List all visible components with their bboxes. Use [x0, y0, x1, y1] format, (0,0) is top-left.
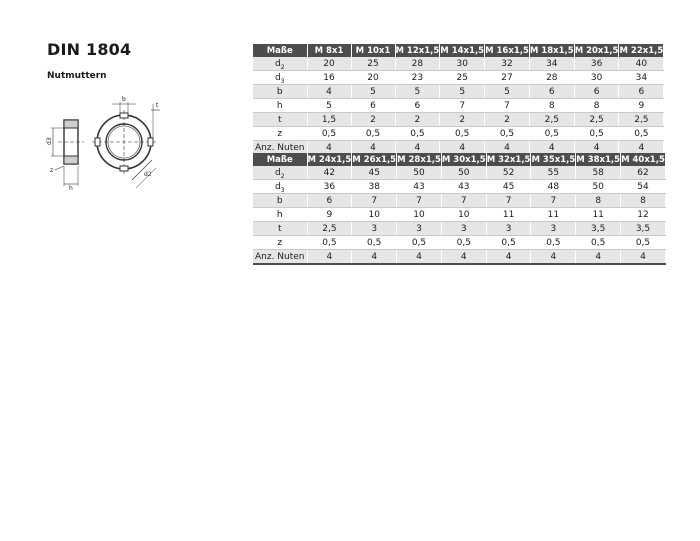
table-cell: 0,5 — [307, 236, 352, 250]
table-cell: 3 — [531, 222, 576, 236]
table-cell: 5 — [485, 85, 530, 99]
table-row — [253, 113, 664, 127]
table-cell: 2,5 — [529, 113, 574, 127]
header-thread-size: M 22x1,5 — [619, 45, 664, 56]
table-cell: 7 — [531, 194, 576, 208]
row-label: h — [253, 99, 307, 113]
dim-label-h: h — [69, 185, 73, 192]
table-row — [253, 222, 665, 236]
table-cell: 62 — [621, 166, 666, 180]
table-cell: 28 — [529, 71, 574, 85]
table-cell: 16 — [307, 71, 351, 85]
table-cell: 36 — [307, 180, 352, 194]
table-cell: 58 — [576, 166, 621, 180]
row-label: t — [253, 113, 307, 127]
header-thread-size: M 35x1,5 — [531, 154, 576, 165]
table-cell: 10 — [397, 208, 442, 222]
table-cell: 2 — [395, 113, 440, 127]
table-cell: 32 — [485, 57, 530, 71]
header-thread-size: M 20x1,5 — [574, 45, 619, 56]
table-cell: 3 — [486, 222, 531, 236]
header-thread-size: M 40x1,5 — [621, 154, 665, 165]
table-cell: 3 — [352, 222, 397, 236]
table-cell: 4 — [307, 250, 352, 265]
table-cell: 0,5 — [619, 127, 664, 141]
table-cell: 8 — [574, 99, 619, 113]
dimension-table-1 — [253, 44, 664, 156]
header-label: Maße — [253, 153, 307, 166]
table-cell: 9 — [307, 208, 352, 222]
table-cell: 45 — [352, 166, 397, 180]
table-cell: 2 — [351, 113, 395, 127]
table-cell: 34 — [619, 71, 664, 85]
header-thread-size: M 26x1,5 — [352, 154, 397, 165]
table-cell: 42 — [307, 166, 352, 180]
table-cell: 34 — [529, 57, 574, 71]
table-cell: 11 — [531, 208, 576, 222]
table-cell: 9 — [619, 99, 664, 113]
table-cell: 4 — [307, 141, 351, 156]
table-row — [253, 57, 664, 71]
table-cell: 4 — [619, 141, 664, 156]
table-cell: 23 — [395, 71, 440, 85]
table-cell: 4 — [441, 250, 486, 265]
table-row — [253, 166, 665, 180]
row-label: Anz. Nuten — [253, 250, 307, 265]
table-cell: 0,5 — [574, 127, 619, 141]
table-row — [253, 250, 665, 265]
table-cell: 7 — [441, 194, 486, 208]
table-cell: 43 — [441, 180, 486, 194]
table-cell: 6 — [574, 85, 619, 99]
dim-label-b: b — [122, 96, 126, 103]
table-row — [253, 194, 665, 208]
table-cell: 0,5 — [531, 236, 576, 250]
table-cell: 0,5 — [576, 236, 621, 250]
header-thread-size: M 32x1,5 — [486, 154, 531, 165]
table-cell: 4 — [574, 141, 619, 156]
table-cell: 0,5 — [351, 127, 395, 141]
table-row — [253, 99, 664, 113]
table-row — [253, 127, 664, 141]
table-cell: 7 — [352, 194, 397, 208]
table-cell: 55 — [531, 166, 576, 180]
table-row — [253, 208, 665, 222]
header-thread-size: M 38x1,5 — [576, 154, 621, 165]
table-cell: 5 — [440, 85, 485, 99]
table-cell: 6 — [619, 85, 664, 99]
header-thread-size: M 8x1 — [307, 44, 351, 57]
row-label: $d_3$ — [253, 180, 307, 194]
table-cell: 0,5 — [485, 127, 530, 141]
table-cell: 3 — [397, 222, 442, 236]
table-cell: 54 — [621, 180, 666, 194]
row-label: z — [253, 127, 307, 141]
table-cell: 0,5 — [486, 236, 531, 250]
table-cell: 28 — [395, 57, 440, 71]
table-cell: 6 — [307, 194, 352, 208]
table-cell: 3,5 — [576, 222, 621, 236]
table-cell: 1,5 — [307, 113, 351, 127]
table-header-row — [253, 153, 665, 166]
table-cell: 10 — [352, 208, 397, 222]
table-cell: 50 — [441, 166, 486, 180]
table-cell: 5 — [351, 85, 395, 99]
dimension-table-2 — [253, 153, 666, 265]
table-cell: 2 — [440, 113, 485, 127]
table-cell: 0,5 — [395, 127, 440, 141]
table-cell: 25 — [351, 57, 395, 71]
table-cell: 50 — [397, 166, 442, 180]
table-cell: 43 — [397, 180, 442, 194]
table-cell: 4 — [397, 250, 442, 265]
table-cell: 4 — [531, 250, 576, 265]
table-cell: 4 — [395, 141, 440, 156]
page-title: DIN 1804 — [47, 40, 132, 59]
table-cell: 30 — [440, 57, 485, 71]
table-row — [253, 71, 664, 85]
header-thread-size: M 12x1,5 — [395, 45, 440, 56]
table-cell: 0,5 — [397, 236, 442, 250]
header-thread-size: M 18x1,5 — [529, 45, 574, 56]
table-cell: 6 — [395, 99, 440, 113]
table-cell: 52 — [486, 166, 531, 180]
slotted-nut-drawing — [40, 94, 165, 194]
table-cell: 8 — [576, 194, 621, 208]
dim-label-t: t — [156, 102, 159, 109]
header-label: Maße — [253, 44, 307, 57]
table-cell: 2,5 — [574, 113, 619, 127]
table-cell: 4 — [576, 250, 621, 265]
table-cell: 4 — [621, 250, 666, 265]
table-cell: 0,5 — [529, 127, 574, 141]
table-cell: 48 — [531, 180, 576, 194]
table-cell: 20 — [351, 71, 395, 85]
row-label: t — [253, 222, 307, 236]
table-cell: 0,5 — [441, 236, 486, 250]
table-cell: 2,5 — [619, 113, 664, 127]
table-cell: 4 — [307, 85, 351, 99]
table-cell: 8 — [621, 194, 666, 208]
row-label: h — [253, 208, 307, 222]
header-thread-size: M 30x1,5 — [441, 154, 486, 165]
table-cell: 3 — [441, 222, 486, 236]
table-cell: 4 — [529, 141, 574, 156]
table-row — [253, 180, 665, 194]
table-cell: 6 — [529, 85, 574, 99]
table-cell: 4 — [485, 141, 530, 156]
table-cell: 36 — [574, 57, 619, 71]
table-cell: 25 — [440, 71, 485, 85]
table-row — [253, 85, 664, 99]
table-cell: 7 — [440, 99, 485, 113]
dim-label-z: z — [50, 167, 54, 174]
row-label: $d_3$ — [253, 71, 307, 85]
table-cell: 7 — [485, 99, 530, 113]
row-label: b — [253, 85, 307, 99]
header-thread-size: M 16x1,5 — [485, 45, 529, 56]
header-thread-size: M 14x1,5 — [440, 45, 485, 56]
header-thread-size: M 10x1 — [351, 44, 395, 57]
table-cell: 4 — [351, 141, 395, 156]
table-cell: 5 — [307, 99, 351, 113]
row-label: $d_2$ — [253, 57, 307, 71]
row-label: z — [253, 236, 307, 250]
table-cell: 0,5 — [307, 127, 351, 141]
dim-label-d2: d2 — [144, 171, 152, 178]
table-cell: 10 — [441, 208, 486, 222]
table-cell: 7 — [486, 194, 531, 208]
header-thread-size: M 24x1,5 — [307, 154, 352, 165]
table-cell: 30 — [574, 71, 619, 85]
table-row — [253, 236, 665, 250]
table-cell: 38 — [352, 180, 397, 194]
row-label: Anz. Nuten — [253, 141, 307, 156]
table-cell: 6 — [351, 99, 395, 113]
row-label: $d_2$ — [253, 166, 307, 180]
table-cell: 11 — [486, 208, 531, 222]
table-cell: 3,5 — [621, 222, 666, 236]
table-cell: 20 — [307, 57, 351, 71]
table-cell: 0,5 — [352, 236, 397, 250]
table-cell: 11 — [576, 208, 621, 222]
table-cell: 27 — [485, 71, 530, 85]
header-thread-size: M 28x1,5 — [397, 154, 441, 165]
table-cell: 0,5 — [440, 127, 485, 141]
table-cell: 12 — [621, 208, 666, 222]
table-cell: 40 — [619, 57, 664, 71]
table-cell: 2 — [485, 113, 530, 127]
table-cell: 4 — [352, 250, 397, 265]
page-subtitle: Nutmuttern — [47, 71, 107, 81]
row-label: b — [253, 194, 307, 208]
table-cell: 45 — [486, 180, 531, 194]
table-cell: 2,5 — [307, 222, 352, 236]
dim-label-d3: d3 — [46, 137, 53, 145]
table-cell: 0,5 — [621, 236, 666, 250]
table-cell: 7 — [397, 194, 442, 208]
table-cell: 8 — [529, 99, 574, 113]
table-cell: 50 — [576, 180, 621, 194]
table-header-row — [253, 44, 664, 57]
table-cell: 5 — [395, 85, 440, 99]
table-cell: 4 — [440, 141, 485, 156]
table-cell: 4 — [486, 250, 531, 265]
